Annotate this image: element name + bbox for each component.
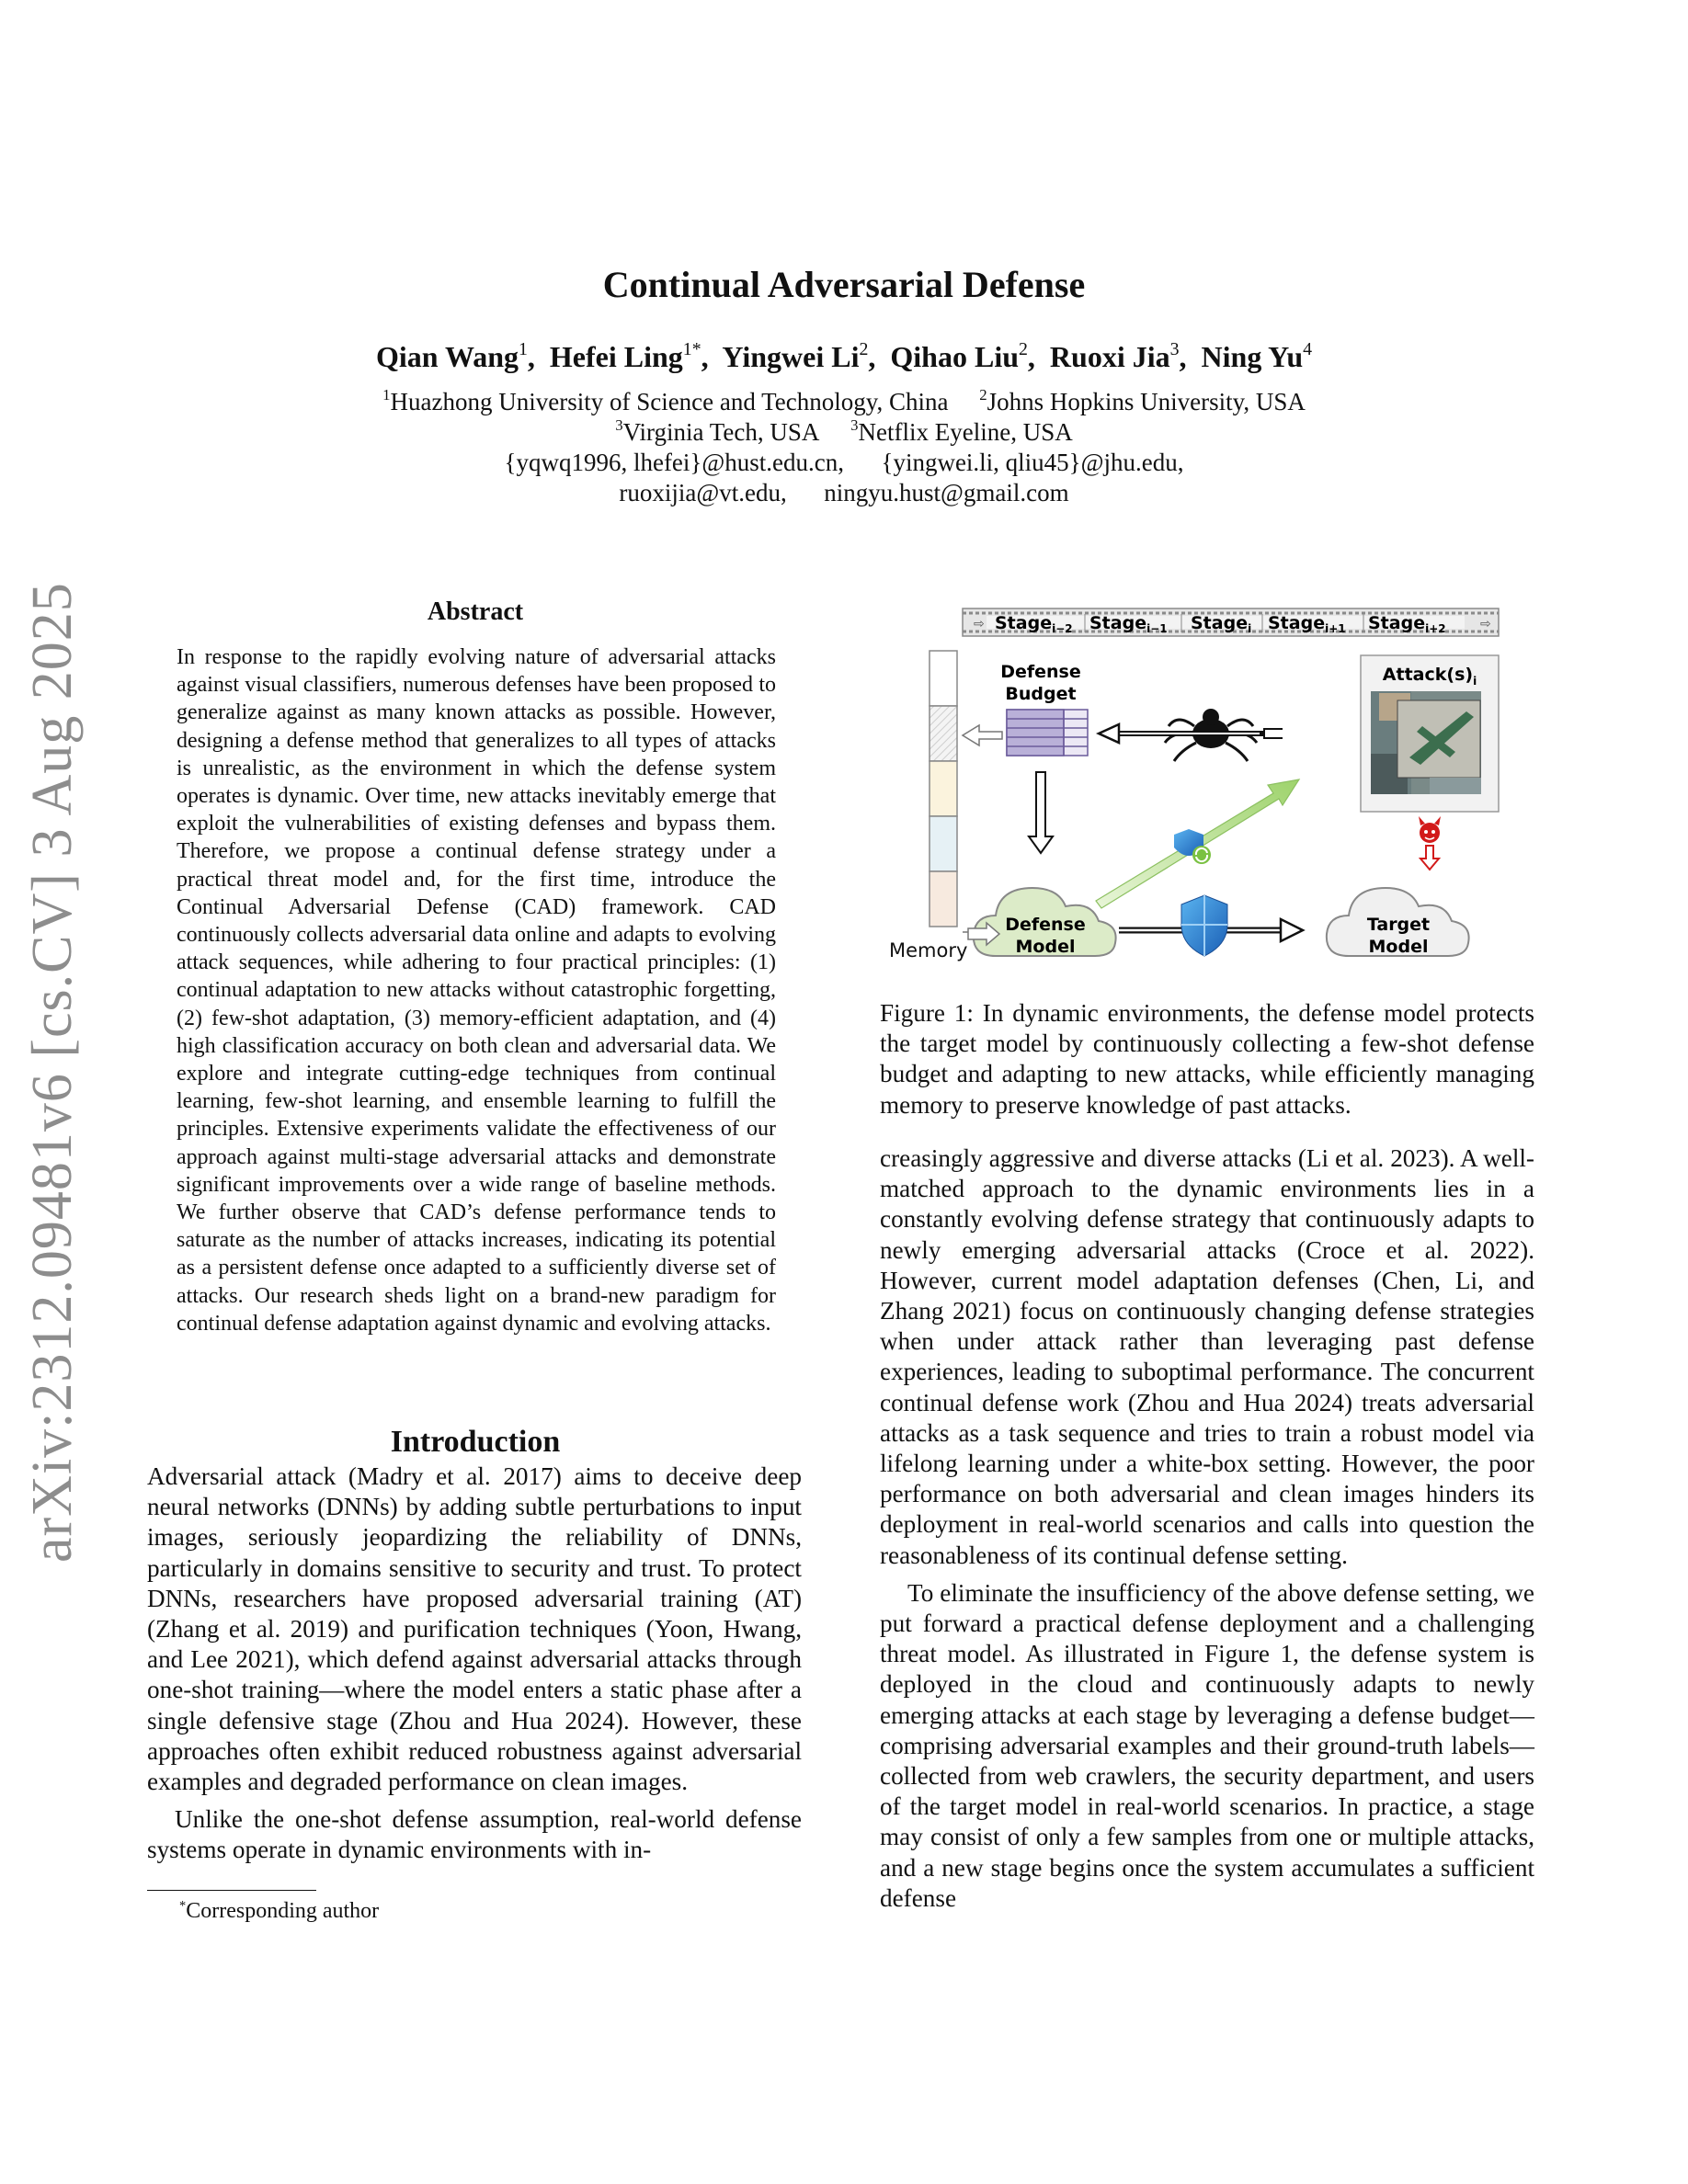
arrow-to-defense-model-icon: [1029, 772, 1053, 853]
figure-1-diagram: [878, 597, 1535, 984]
author-affiliation-mark: 4: [1303, 339, 1313, 360]
footnote-text: Corresponding author: [186, 1899, 380, 1923]
stage-timeline: [963, 609, 1499, 636]
figure-1-caption: Figure 1: In dynamic environments, the defense model protects the target model by continuously collecting a few-shot defense budget and adapting to new attacks, while efficiently managing memory to preserve knowledge of past attacks.: [880, 999, 1534, 1119]
affiliation-mark: 3: [850, 416, 859, 435]
defense-budget-label: Defense Budget: [1000, 662, 1081, 704]
defense-budget-table-icon: [1007, 710, 1088, 756]
stage-label: Stage$_i$: [1191, 613, 1252, 635]
left-column-text: [147, 1462, 802, 1866]
paragraph: Unlike the one-shot defense assumption, real-world defense systems operate in dynamic environments with in-: [147, 1805, 802, 1864]
affiliation-line: [0, 386, 1688, 415]
stage-label: Stage$_{i-1}$: [1089, 613, 1168, 635]
affiliation-mark: 3: [615, 416, 623, 435]
author-affiliation-mark: 1*: [682, 339, 701, 360]
author-affiliation-mark: 2: [859, 339, 869, 360]
email-group: ruoxijia@vt.edu,: [619, 479, 787, 506]
author-name: Yingwei Li: [722, 340, 860, 373]
protect-arrow-icon: [1281, 919, 1303, 941]
timeline-left-arrow-icon: ⇨: [974, 617, 985, 631]
paragraph: creasingly aggressive and diverse attacks (Li et al. 2023). A well-matched approach to the dynamic environments lies in a constantly evolving defense strategy that continuously adapts to newly emerging adversarial attacks (Croce et al. 2022). However, current model adaptation defenses (Chen, Li, and Zhang 2021) focus on continuously changing defense strategies when under attack rather than leveraging past defense experiences, leading to suboptimal performance. The concurrent continual defense work (Zhou and Hua 2024) treats adversarial attacks as a task sequence and tries to train a robust model via lifelong learning under a white-box setting. However, the poor performance on both adversarial and clean images hinders its deployment in real-world scenarios and calls into question the reasonableness of its continual defense setting.: [880, 1144, 1534, 1569]
author-name: Qian Wang: [375, 340, 519, 373]
paper-title: Continual Adversarial Defense: [602, 264, 1086, 305]
paragraph: Adversarial attack (Madry et al. 2017) aims to deceive deep neural networks (DNNs) by adding subtle perturbations to input images, seriously jeopardizing the reliability of DNNs, particularly in domains sensitive to security and trust. To protect DNNs, researchers have proposed adversarial training (AT) (Zhang et al. 2019) and purification techniques (Yoon, Hwang, and Lee 2021), which defend against adversarial attacks through one-shot training—where the model enters a static phase after a single defensive stage (Zhou and Hua 2024). However, these approaches often exhibit reduced robustness against adversarial examples and degraded performance on clean images.: [147, 1462, 802, 1796]
author-name: Qihao Liu: [890, 340, 1019, 373]
defense-model-label: Defense Model: [1005, 915, 1086, 957]
memory-label: Memory: [889, 939, 968, 961]
author-list: Qian Wang$^1$, Hefei Ling$^{1*}$, Yingwei Li$^2$, Qihao Liu$^2$, Ruoxi Jia$^3$, Ning Yu$^4$: [375, 339, 1313, 373]
footnote: [179, 1899, 379, 1924]
affiliation-vt: Virginia Tech, USA: [622, 418, 820, 446]
stage-label: Stage$_{i-2}$: [995, 613, 1073, 635]
stage-label: Stage$_{i+1}$: [1268, 613, 1346, 635]
introduction-heading: Introduction: [390, 1425, 561, 1459]
affiliation-jhu: Johns Hopkins University, USA: [987, 388, 1306, 415]
protection-shield-icon: [1181, 895, 1227, 956]
abstract-body: In response to the rapidly evolving nature of adversarial attacks against visual classifiers, numerous defenses have been proposed to generalize against as many known attacks as possible. However, designing a defense method that generalizes to all types of attacks is unrealistic, as the environment in which the defense system operates is dynamic. Over time, new attacks inevitably emerge that exploit the vulnerabilities of existing defenses and bypass them. Therefore, we propose a continual defense strategy under a practical threat model and, for the first time, introduce the Continual Adversarial Defense (CAD) framework. CAD continuously collects adversarial data online and adapts to evolving attack sequences, while adhering to four practical principles: (1) continual adaptation to new attacks without catastrophic forgetting, (2) few-shot adaptation, (3) memory-efficient adaptation, and (4) high classification accuracy on both clean and adversarial data. We explore and integrate cutting-edge techniques from continual learning, few-shot learning, and ensemble learning to fulfill the principles. Extensive experiments validate the effectiveness of our approach against multi-stage adversarial attacks and demonstrate significant improvements over a wide range of baseline methods. We further observe that CAD’s defense performance tends to saturate as the number of attacks increases, indicating its potential as a persistent defense once adapted to a sufficiently diverse set of attacks. Our research sheds light on a brand-new paradigm for continual defense adaptation against dynamic and evolving attacks.: [177, 645, 776, 1336]
target-model-label: Target Model: [1366, 915, 1431, 957]
right-column-text: [880, 1143, 1534, 1914]
affiliation-mark: 1: [382, 386, 391, 404]
affiliation-mark: 2: [979, 386, 987, 404]
affiliation-netflix: Netflix Eyeline, USA: [858, 418, 1073, 446]
arrow-to-budget-icon: [1099, 724, 1119, 743]
author-affiliation-mark: 3: [1169, 339, 1180, 360]
affiliation-hust: Huazhong University of Science and Technology, China: [390, 388, 949, 415]
footnote-rule: [147, 1890, 316, 1891]
attack-label: $Attack(s)_i$: [1382, 665, 1477, 688]
email-group: {yingwei.li, qliu45}@jhu.edu,: [881, 449, 1184, 476]
devil-icon: [1419, 816, 1441, 843]
email-line: [0, 481, 1688, 506]
author-name: Ruoxi Jia: [1049, 340, 1170, 373]
footnote-mark: *: [179, 1898, 187, 1914]
paragraph: To eliminate the insufficiency of the above defense setting, we put forward a practical defense deployment and a challenging threat model. As illustrated in Figure 1, the defense system is deployed in the cloud and continuously adapts to newly emerging attacks at each stage by leveraging a defense budget—comprising adversarial examples and their ground-truth labels—collected from web crawlers, the security department, and users of the target model in real-world scenarios. In practice, a stage may consist of only a few samples from one or multiple attacks, and a new stage begins once the system accumulates a sufficient defense: [880, 1578, 1534, 1912]
affiliation-line: [0, 416, 1688, 446]
arxiv-sidebar-stamp: arXiv:2312.09481v6 [cs.CV] 3 Aug 2025: [21, 582, 84, 1563]
author-name: Hefei Ling: [549, 340, 683, 373]
stage-label: Stage$_{i+2}$: [1368, 613, 1446, 635]
memory-stack: [930, 651, 957, 927]
abstract-heading: Abstract: [427, 597, 524, 626]
email-group: {yqwq1996, lhefei}@hust.edu.cn,: [504, 449, 844, 476]
email-line: [0, 450, 1688, 475]
author-name: Ning Yu: [1201, 340, 1304, 373]
arrow-to-memory-icon: [963, 725, 1002, 745]
attack-arrow-icon: [1420, 846, 1439, 870]
author-affiliation-mark: 1: [518, 339, 528, 360]
adversarial-images-icon: [1371, 691, 1481, 794]
author-affiliation-mark: 2: [1019, 339, 1028, 360]
email-group: ningyu.hust@gmail.com: [824, 479, 1069, 506]
timeline-right-arrow-icon: ⇨: [1480, 617, 1491, 631]
